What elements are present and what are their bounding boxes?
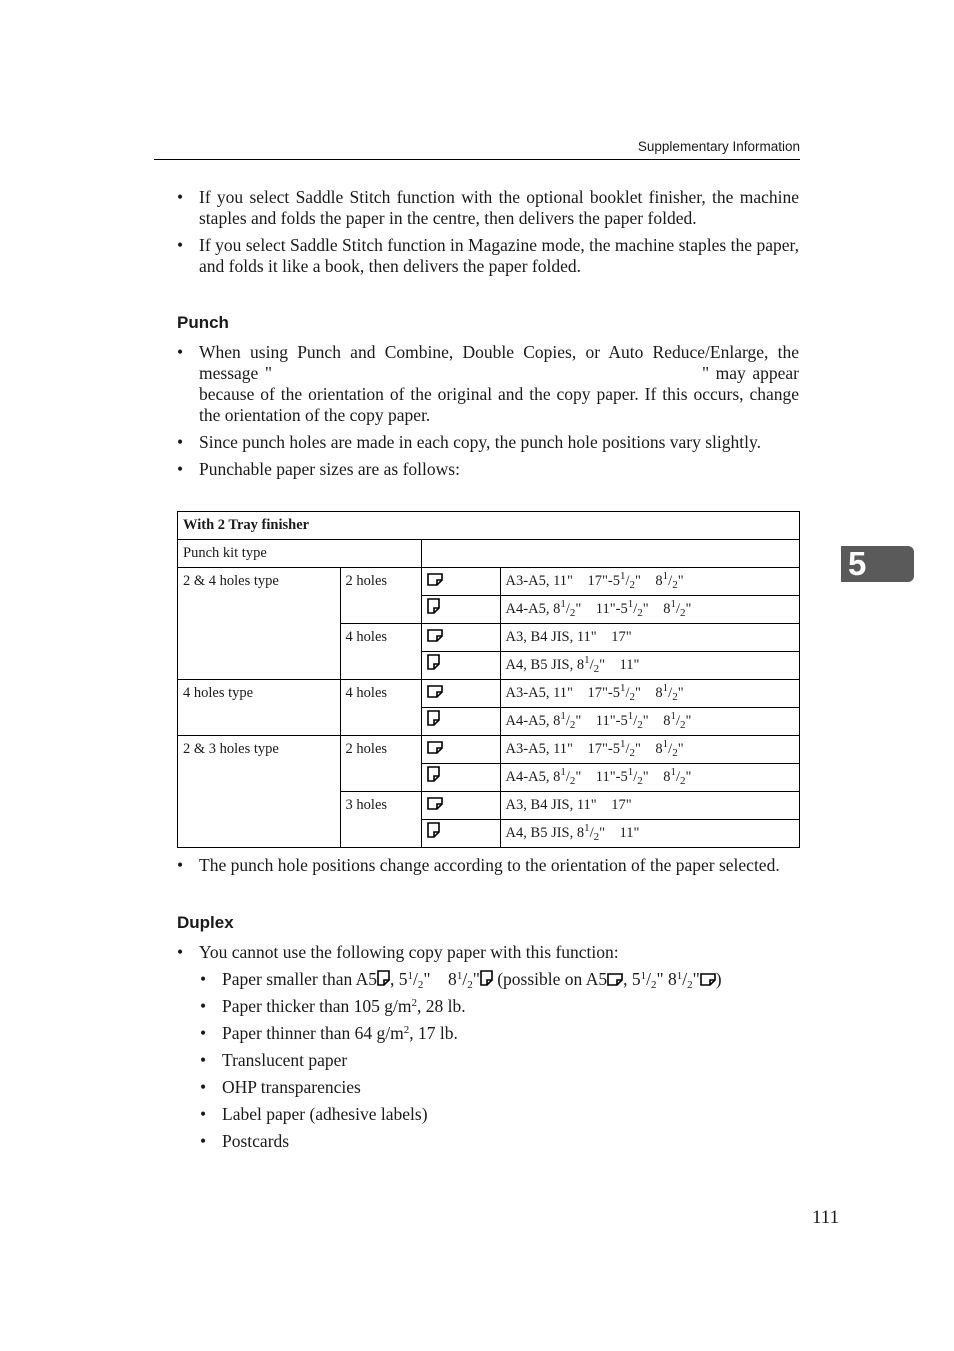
sub-1-text: Paper smaller than A5 xyxy=(222,969,378,989)
sub-1-paren: (possible on A5 xyxy=(497,969,608,989)
header-rule xyxy=(154,159,800,160)
table-header-kit: Punch kit type xyxy=(178,540,422,568)
landscape-paper-icon xyxy=(607,973,623,986)
table-body xyxy=(178,568,800,848)
holes-cell: 3 holes xyxy=(340,792,421,848)
table-title: With 2 Tray finisher xyxy=(178,512,800,540)
list-item: • Since punch holes are made in each copy, the punch hole positions vary slightly. xyxy=(177,432,799,453)
paper-size-cell: A4, B5 JIS, $8^1/_2$" 11" xyxy=(500,820,799,848)
orientation-cell xyxy=(421,624,500,652)
orientation-cell xyxy=(421,568,500,596)
portrait-paper-icon xyxy=(427,654,440,670)
orientation-cell xyxy=(421,736,500,764)
punchable-sizes-table xyxy=(177,511,800,848)
orientation-cell xyxy=(421,708,500,736)
portrait-paper-icon xyxy=(427,598,440,614)
orientation-cell xyxy=(421,680,500,708)
page-number: 111 xyxy=(812,1207,840,1228)
kit-type-cell: 2 & 3 holes type xyxy=(178,736,341,848)
paper-size-cell: A4-A5, $8^1/_2$" $11"-5^1/_2$" $8^1/_2$" xyxy=(500,596,799,624)
punch-after-list xyxy=(177,855,799,876)
holes-cell: 4 holes xyxy=(340,680,421,736)
paper-size-cell: A3, B4 JIS, 11" 17" xyxy=(500,624,799,652)
landscape-paper-icon xyxy=(427,685,443,698)
table-row xyxy=(178,568,800,596)
holes-cell: 2 holes xyxy=(340,736,421,792)
landscape-paper-icon xyxy=(427,741,443,754)
list-item: • Label paper (adhesive labels) xyxy=(200,1104,782,1125)
list-item: • You cannot use the following copy paper with this function: xyxy=(177,942,799,963)
sub-3-text: Paper thinner than 64 g/m xyxy=(222,1023,404,1043)
sub-3-end: , 17 lb. xyxy=(409,1023,458,1043)
chapter-number: 5 xyxy=(848,545,867,582)
paper-size-cell: A3-A5, 11" $17"-5^1/_2$" $8^1/_2$" xyxy=(500,568,799,596)
punch-bullet-1-start: When using Punch and Combine, Double Copies, or Auto Reduce/Enlarge, the message " xyxy=(199,342,799,383)
paper-size-cell: A4-A5, $8^1/_2$" $11"-5^1/_2$" $8^1/_2$" xyxy=(500,708,799,736)
punch-bullet-1-end: " may appear because of the orientation of the original and the copy paper. If this occurs, change the orientation of the copy paper. xyxy=(199,363,799,425)
list-item xyxy=(177,342,799,426)
holes-cell: 2 holes xyxy=(340,568,421,624)
landscape-paper-icon xyxy=(427,573,443,586)
orientation-cell xyxy=(421,764,500,792)
list-item: • OHP transparencies xyxy=(200,1077,782,1098)
landscape-paper-icon xyxy=(427,629,443,642)
section-heading-punch: Punch xyxy=(177,313,229,332)
table-row xyxy=(178,680,800,708)
landscape-paper-icon xyxy=(427,797,443,810)
holes-cell: 4 holes xyxy=(340,624,421,680)
paper-size-cell: A3, B4 JIS, 11" 17" xyxy=(500,792,799,820)
portrait-paper-icon xyxy=(427,710,440,726)
list-item: • If you select Saddle Stitch function with the optional booklet finisher, the machine staples and folds the paper in the centre, then delivers the paper folded. xyxy=(177,187,799,229)
paper-size-cell: A3-A5, 11" $17"-5^1/_2$" $8^1/_2$" xyxy=(500,736,799,764)
orientation-cell xyxy=(421,792,500,820)
chapter-tab xyxy=(841,546,914,582)
paper-size-cell: A4, B5 JIS, $8^1/_2$" 11" xyxy=(500,652,799,680)
kit-type-cell: 2 & 4 holes type xyxy=(178,568,341,680)
intro-bullet-list xyxy=(177,187,799,277)
list-item: • Postcards xyxy=(200,1131,782,1152)
duplex-bullet-list xyxy=(177,942,799,963)
table-row xyxy=(178,736,800,764)
punch-bullet-list xyxy=(177,342,799,480)
portrait-paper-icon xyxy=(377,970,390,986)
list-item: • Paper smaller than A5 , $5^1/_2$" $8^1/_2$" (possible on A5 , $5^1/_2$" $8^1/_2$" ) xyxy=(200,969,782,990)
portrait-paper-icon xyxy=(480,970,493,986)
list-item: • Paper thinner than 64 $g/m^2$, 17 lb. xyxy=(200,1023,782,1044)
paper-size-cell: A4-A5, $8^1/_2$" $11"-5^1/_2$" $8^1/_2$" xyxy=(500,764,799,792)
landscape-paper-icon xyxy=(700,973,716,986)
kit-type-cell: 4 holes type xyxy=(178,680,341,736)
list-item: • If you select Saddle Stitch function in Magazine mode, the machine staples the paper, and folds it like a book, then delivers the paper folded. xyxy=(177,235,799,277)
paper-size-cell: A3-A5, 11" $17"-5^1/_2$" $8^1/_2$" xyxy=(500,680,799,708)
duplex-sub-list xyxy=(200,969,782,1152)
orientation-cell xyxy=(421,652,500,680)
list-item: • Punchable paper sizes are as follows: xyxy=(177,459,799,480)
list-item: • Translucent paper xyxy=(200,1050,782,1071)
portrait-paper-icon xyxy=(427,766,440,782)
list-item: • Paper thicker than 105 $g/m^2$, 28 lb. xyxy=(200,996,782,1017)
orientation-cell xyxy=(421,820,500,848)
list-item: • The punch hole positions change according to the orientation of the paper selected. xyxy=(177,855,799,876)
table-header-blank xyxy=(421,540,799,568)
sub-2-text: Paper thicker than 105 g/m xyxy=(222,996,412,1016)
portrait-paper-icon xyxy=(427,822,440,838)
running-head: Supplementary Information xyxy=(637,139,800,154)
orientation-cell xyxy=(421,596,500,624)
sub-2-end: , 28 lb. xyxy=(417,996,466,1016)
section-heading-duplex: Duplex xyxy=(177,913,234,932)
